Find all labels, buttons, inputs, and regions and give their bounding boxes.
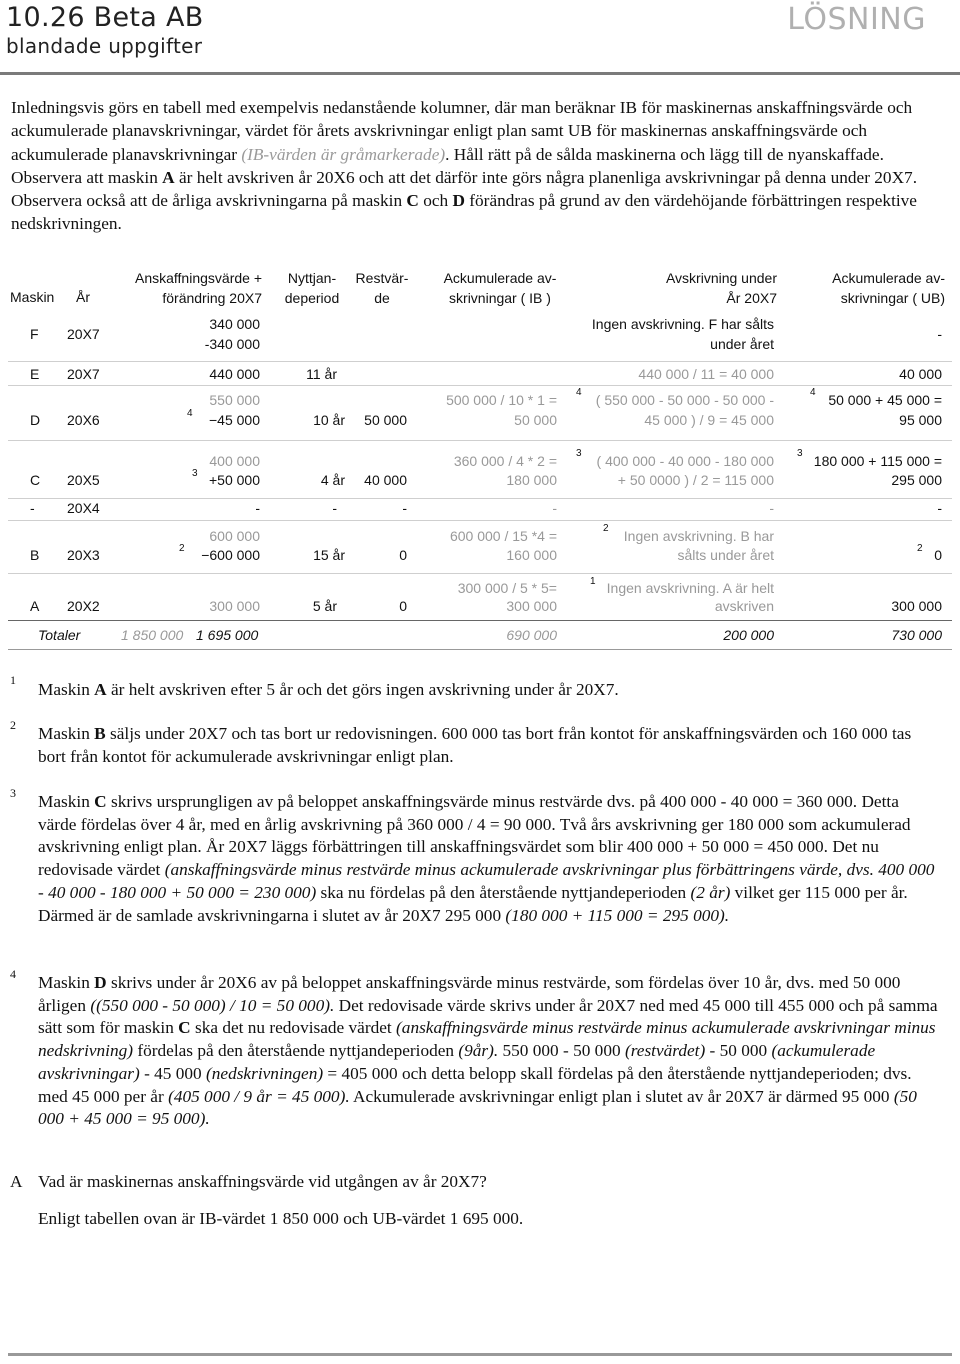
cell-nyttjande: 5 år	[312, 598, 337, 614]
cell-ack-ib-2: 300 000	[506, 598, 557, 614]
cell-ack-ub: 40 000	[899, 366, 942, 382]
cell-anskaffning: -	[255, 500, 260, 516]
totals-anskaffning-ib: 1 850 000	[121, 627, 184, 643]
note-3	[38, 791, 938, 927]
title-block	[6, 2, 204, 58]
totals-avskrivning: 200 000	[723, 627, 774, 643]
note-text: skrivs ursprungligen av på beloppet anskaffningsvärde minus restvärde dvs. på 400 000 - 40 000 = 360 000. Detta värde fördelas över 4 år, med en årlig avskrivning på 360 000 / 4 = 90 000. Två års avskrivning ger 180 000 som ackumulerad avskrivning enligt plan. År 20X7 läggs förbättringen till anskaffningsvärdet som blir 400 000 + 50 000 = 450 000. Det nu redovisade värdet	[38, 792, 911, 880]
cell-ack-ub: -	[937, 326, 942, 342]
note-italic: (9år).	[458, 1041, 499, 1061]
note-4	[38, 972, 938, 1131]
cell-ack-ib: -	[552, 500, 557, 516]
header-ack-ub-1: Ackumulerade av-	[832, 270, 945, 286]
note-italic: (50 000 + 45 000 = 95 000).	[38, 1086, 917, 1129]
footnote-mark: 4	[187, 408, 193, 419]
note-italic: (nedskrivningen)	[206, 1063, 324, 1083]
note-text: Maskin	[38, 680, 95, 699]
cell-maskin: F	[30, 326, 39, 342]
note-italic: ((550 000 - 50 000) / 10 = 50 000).	[90, 995, 335, 1015]
note-1-mark: 1	[10, 673, 16, 687]
header-avskr-1: Avskrivning under	[665, 270, 777, 286]
cell-restvarde: 50 000	[364, 412, 407, 428]
footnote-mark: 3	[576, 448, 582, 459]
note-italic: (405 000 / 9 år = 45 000).	[168, 1086, 350, 1106]
cell-restvarde: 40 000	[364, 472, 407, 488]
row-divider	[8, 361, 952, 362]
cell-ar: 20X7	[67, 326, 100, 342]
cell-anskaffning: 440 000	[209, 366, 260, 382]
note-machine: B	[94, 724, 106, 743]
cell-ar: 20X6	[67, 412, 100, 428]
footnote-mark: 3	[192, 468, 198, 479]
cell-anskaffning-ib: 600 000	[209, 528, 260, 544]
question-text: Vad är maskinernas anskaffningsvärde vid utgången av år 20X7?	[38, 1172, 487, 1191]
note-italic: (2 år)	[690, 882, 731, 902]
cell-ack-ib: 600 000 / 15 *4 =	[449, 528, 557, 544]
footnote-mark: 3	[797, 448, 803, 459]
note-text: = 405 000 och detta belopp skall fördelas på den återstående nyttjandeperioden; dvs. med 45 000 per år	[38, 1063, 912, 1106]
note-1	[38, 679, 938, 702]
cell-maskin: B	[30, 547, 40, 563]
cell-avskrivning: -	[769, 500, 774, 516]
cell-avskrivning: Ingen avskrivning. F har sålts	[591, 316, 774, 332]
cell-avskrivning: Ingen avskrivning. B har	[623, 528, 774, 544]
footnote-marker	[797, 447, 803, 470]
totals-ack-ub: 730 000	[891, 627, 942, 643]
cell-avskrivning: 440 000 / 11 = 40 000	[638, 366, 774, 382]
cell-ack-ib: 360 000 / 4 * 2 =	[453, 453, 557, 469]
cell-anskaffning-ib: 550 000	[209, 392, 260, 408]
cell-nyttjande: 4 år	[320, 472, 345, 488]
note-text: vilket ger 115 000 per år. Därmed är de samlade avskrivningarna i slutet av år 20X7 295 000	[38, 882, 908, 925]
footnote-mark: 4	[576, 387, 582, 398]
page-subtitle: blandade uppgifter	[6, 34, 203, 58]
cell-anskaffning-ib: 300 000	[209, 598, 260, 614]
cell-ack-ub-2: 295 000	[891, 472, 942, 488]
note-machine: C	[94, 792, 107, 811]
footnote-mark: 4	[810, 387, 816, 398]
solution-label: LÖSNING	[787, 2, 926, 37]
cell-ack-ub: 180 000 + 115 000 =	[813, 453, 942, 469]
intro-machine-a: A	[162, 167, 175, 187]
cell-avskrivning-2: sålts under året	[677, 547, 774, 563]
intro-text-1: Inledningsvis görs en tabell med exempelvis nedanstående kolumner, där man beräknar IB för maskinernas anskaffningsvärde och ackumulerade planavskrivningar, värdet för årets avskrivningar enligt plan samt UB för maskinernas anskaffningsvärde och ackumulerade planavskrivningar	[11, 98, 913, 164]
note-italic: (anskaffningsvärde minus restvärde minus ackumulerade avskrivningar plus förbättringens värde, dvs. 400 000 - 40 000 - 180 000 + 50 000 = 230 000)	[38, 860, 935, 902]
note-3-mark: 3	[10, 786, 16, 800]
note-text: skrivs under år 20X6 av på beloppet anskaffningsvärde minus restvärde, som fördelas över 10 år, dvs. med 50 000 årligen	[38, 973, 901, 1015]
header-maskin: Maskin	[10, 289, 55, 305]
header-ack-ib-1: Ackumulerade av-	[443, 270, 557, 286]
intro-text-4: förändras på grund av den värdehöjande förbättringen respektive nedskrivningen.	[11, 191, 917, 234]
note-text: ska nu fördelas på den återstående nyttjandeperioden	[316, 882, 691, 902]
cell-nyttjande: -	[332, 500, 337, 516]
cell-restvarde: 0	[399, 598, 407, 614]
cell-avskrivning-2: avskriven	[714, 598, 774, 614]
cell-anskaffning-change: −45 000	[209, 412, 260, 428]
cell-anskaffning: 340 000	[209, 316, 260, 332]
totals-anskaffning-ub: 1 695 000	[196, 627, 259, 643]
note-text: 550 000 - 50 000	[498, 1041, 625, 1061]
note-text: Maskin	[38, 792, 95, 811]
cell-ack-ib-2: 50 000	[514, 412, 557, 428]
cell-nyttjande: 10 år	[313, 412, 345, 428]
note-2	[38, 723, 938, 768]
cell-restvarde: -	[402, 500, 407, 516]
note-italic: (ackumulerade avskrivningar)	[38, 1041, 876, 1083]
cell-anskaffning-ib: 400 000	[209, 453, 260, 469]
intro-text-3: är helt avskriven år 20X6 och att det därför inte görs några planenliga avskrivningar på denna under 20X7. Observera också att de årliga avskrivningarna på maskin	[11, 167, 918, 211]
intro-machine-d: D	[452, 191, 465, 211]
note-machine: D	[94, 973, 107, 992]
question-mark: A	[10, 1172, 23, 1191]
totals-divider	[8, 620, 952, 621]
cell-avskrivning: ( 400 000 - 40 000 - 180 000	[596, 453, 774, 469]
totals-label: Totaler	[38, 627, 81, 643]
header-anskaffning-1: Anskaffningsvärde +	[135, 270, 262, 286]
cell-ack-ib-2: 160 000	[506, 547, 557, 563]
cell-maskin: A	[30, 598, 40, 614]
cell-maskin: -	[30, 500, 35, 516]
cell-nyttjande: 15 år	[313, 547, 345, 563]
cell-ack-ub: 0	[934, 547, 942, 563]
note-text: är helt avskriven efter 5 år och det görs ingen avskrivning under år 20X7.	[106, 680, 619, 699]
note-machine: C	[178, 1018, 191, 1038]
footnote-mark: 2	[917, 543, 923, 554]
answer-text: Enligt tabellen ovan är IB-värdet 1 850 000 och UB-värdet 1 695 000.	[38, 1209, 524, 1228]
bottom-divider	[8, 1353, 952, 1356]
cell-avskrivning: ( 550 000 - 50 000 - 50 000 -	[595, 392, 774, 408]
cell-ack-ub-2: 95 000	[899, 412, 942, 428]
note-text: - 45 000	[139, 1063, 206, 1083]
cell-maskin: E	[30, 366, 40, 382]
cell-nyttjande: 11 år	[306, 366, 337, 382]
header-ar: År	[76, 289, 90, 305]
intro-and: och	[418, 191, 453, 211]
cell-ar: 20X7	[67, 366, 100, 382]
note-text: - 50 000	[705, 1041, 772, 1061]
header-nyttjande-1: Nyttjan-	[287, 270, 337, 286]
note-text: säljs under 20X7 och tas bort ur redovisningen. 600 000 tas bort från kontot för anskaffningsvärden och 160 000 tas bort från kontot för ackumulerade avskrivningar enligt plan.	[38, 724, 912, 766]
row-divider	[8, 573, 952, 574]
cell-anskaffning-change: -340 000	[204, 336, 260, 352]
cell-ar: 20X5	[67, 472, 100, 488]
note-text: Det redovisade värde skrivs under år 20X7 ned med 45 000 till 455 000 och på samma sätt som för maskin	[38, 995, 938, 1038]
note-machine: A	[94, 680, 107, 699]
cell-avskrivning-2: + 50 0000 ) / 2 = 115 000	[617, 472, 774, 488]
cell-avskrivning: Ingen avskrivning. A är helt	[606, 580, 774, 596]
cell-ack-ub: 50 000 + 45 000 =	[828, 392, 942, 408]
header-anskaffning-2: förändring 20X7	[162, 290, 262, 306]
note-italic: (anskaffningsvärde minus restvärde minus ackumulerade avskrivningar minus nedskrivning)	[38, 1018, 936, 1061]
cell-avskrivning-2: under året	[710, 336, 774, 352]
header-nyttjande-2: deperiod	[284, 290, 340, 306]
cell-anskaffning-change: +50 000	[209, 472, 260, 488]
footnote-mark: 2	[603, 523, 609, 534]
footnote-marker	[810, 386, 816, 409]
cell-restvarde: 0	[399, 547, 407, 563]
note-text: Maskin	[38, 973, 95, 992]
cell-ack-ib-2: 180 000	[506, 472, 557, 488]
note-text: Ackumulerade avskrivningar enligt plan i slutet av år 20X7 är därmed 95 000	[349, 1086, 894, 1106]
header-rest-2: de	[374, 290, 390, 306]
header-ack-ib-2: skrivningar ( IB )	[449, 290, 551, 306]
cell-maskin: D	[30, 412, 41, 428]
footnote-mark: 2	[179, 543, 185, 554]
note-text: fördelas på den återstående nyttjandeperioden	[133, 1041, 459, 1061]
top-divider	[0, 72, 960, 75]
cell-ar: 20X2	[67, 598, 100, 614]
cell-ar: 20X3	[67, 547, 100, 563]
cell-ar: 20X4	[67, 500, 100, 516]
note-italic: (180 000 + 115 000 = 295 000).	[505, 905, 730, 925]
header-ack-ub-2: skrivningar ( UB)	[840, 290, 945, 306]
intro-text-2: . Håll rätt på de sålda maskinerna och lägg till de nyanskaffade. Observera att maskin	[11, 144, 884, 187]
cell-avskrivning-2: 45 000 ) / 9 = 45 000	[644, 412, 774, 428]
cell-maskin: C	[30, 472, 41, 488]
note-text: Maskin	[38, 724, 95, 743]
cell-ack-ib: 500 000 / 10 * 1 =	[446, 392, 557, 408]
row-divider	[8, 520, 952, 521]
page-title: 10.26 Beta AB	[6, 2, 204, 33]
cell-ack-ib: 300 000 / 5 * 5=	[457, 580, 557, 596]
footnote-mark: 1	[590, 576, 596, 587]
intro-paragraph	[11, 96, 951, 236]
totals-bottom-divider	[8, 649, 952, 650]
cell-ack-ub: 300 000	[891, 598, 942, 614]
totals-ack-ib: 690 000	[506, 627, 557, 643]
cell-anskaffning-change: −600 000	[201, 547, 260, 563]
note-text: ska det nu redovisade värdet	[190, 1018, 397, 1038]
cell-ack-ub: -	[937, 500, 942, 516]
header-rest-1: Restvär-	[355, 270, 409, 286]
header-avskr-2: År 20X7	[726, 290, 777, 306]
note-2-mark: 2	[10, 718, 16, 732]
intro-machine-c: C	[406, 191, 419, 211]
row-divider	[8, 440, 952, 441]
intro-gray-note: (IB-värden är gråmarkerade)	[241, 144, 446, 164]
note-4-mark: 4	[10, 967, 16, 981]
note-italic: (restvärdet)	[624, 1041, 706, 1061]
